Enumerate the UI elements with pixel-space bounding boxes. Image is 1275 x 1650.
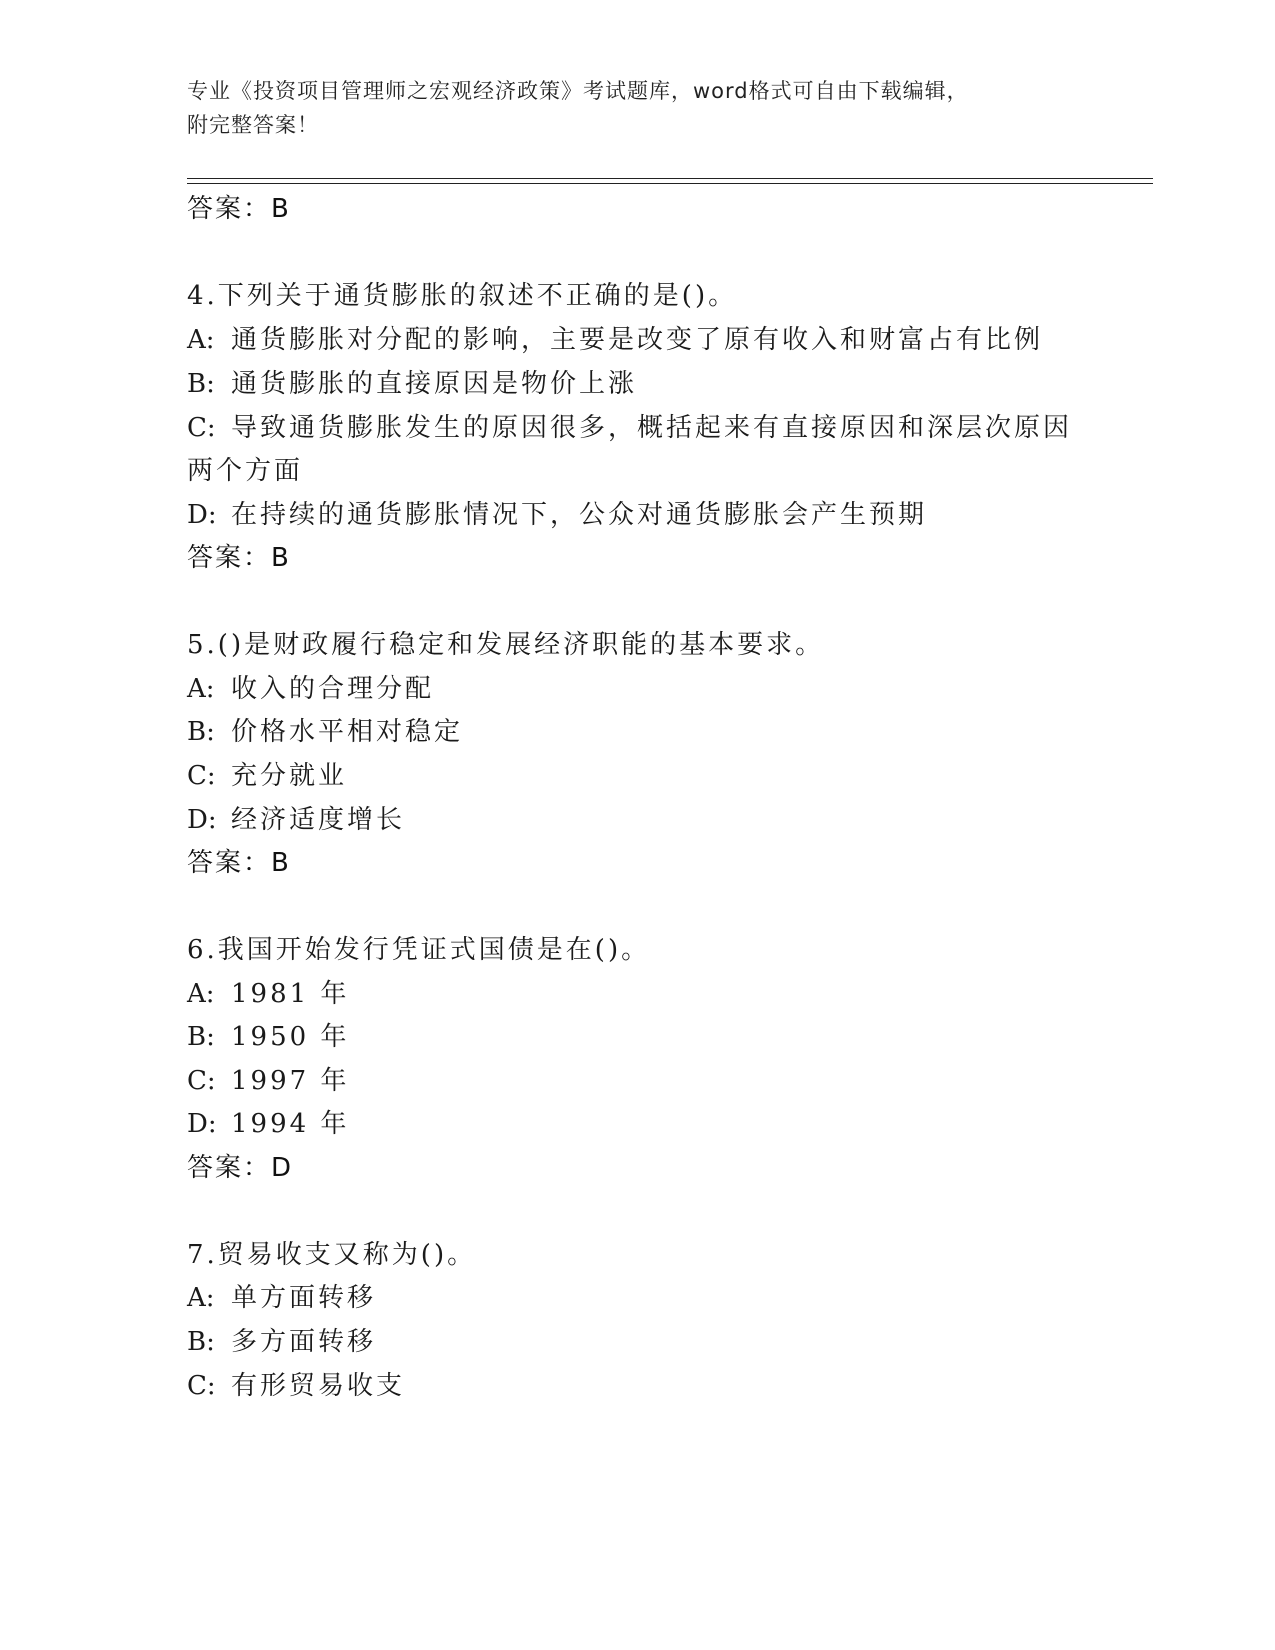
option-letter: C: [187,1066,216,1096]
question-7-option-b [187,1325,376,1359]
question-5-answer: 答案：B [187,848,291,878]
option-letter: B: [187,717,215,747]
question-7-option-a [187,1281,376,1315]
question-4-stem: 4.下列关于通货膨胀的叙述不正确的是()。 [187,281,738,311]
question-6-stem: 6.我国开始发行凭证式国债是在()。 [187,935,651,965]
option-letter: C: [187,761,216,791]
question-7-stem: 7.贸易收支又称为()。 [187,1240,477,1270]
option-text: 价格水平相对稳定 [231,717,464,747]
option-letter: A: [187,1283,215,1313]
question-4-option-c [187,411,1072,445]
question-5-option-c [187,759,347,793]
question-4-option-c-continuation: 两个方面 [187,456,304,486]
option-letter: B: [187,1022,215,1052]
question-5-option-a [187,672,434,706]
question-4-option-b [187,367,637,401]
option-letter: B: [187,1327,215,1357]
question-7-option-c [187,1369,405,1403]
document-header [187,74,1087,142]
option-text: 1950 年 [231,1022,350,1052]
option-letter: D: [187,500,217,530]
option-letter: C: [187,413,216,443]
option-text: 通货膨胀的直接原因是物价上涨 [231,369,638,399]
header-divider-bottom [187,183,1153,184]
option-letter: A: [187,674,215,704]
option-text: 通货膨胀对分配的影响，主要是改变了原有收入和财富占有比例 [231,325,1044,355]
question-5-stem: 5.()是财政履行稳定和发展经济职能的基本要求。 [187,630,825,660]
option-text: 在持续的通货膨胀情况下，公众对通货膨胀会产生预期 [231,500,928,530]
question-5-option-d [187,803,405,837]
option-letter: B: [187,369,215,399]
question-4-option-d [187,498,927,532]
option-text: 多方面转移 [231,1327,377,1357]
option-letter: A: [187,979,215,1009]
option-text: 单方面转移 [231,1283,377,1313]
option-text: 导致通货膨胀发生的原因很多，概括起来有直接原因和深层次原因 [231,413,1073,443]
option-text: 充分就业 [231,761,348,791]
option-text: 1997 年 [231,1066,350,1096]
question-4-answer: 答案：B [187,543,291,573]
header-divider-top [187,178,1153,179]
header-line-1: 专业《投资项目管理师之宏观经济政策》考试题库，word格式可自由下载编辑， [187,79,969,103]
option-text: 收入的合理分配 [231,674,435,704]
option-letter: D: [187,805,217,835]
option-letter: A: [187,325,215,355]
question-6-option-a [187,977,349,1011]
option-letter: C: [187,1371,216,1401]
option-text: 有形贸易收支 [231,1371,406,1401]
question-6-option-d [187,1107,349,1141]
question-6-option-b [187,1020,349,1054]
option-letter: D: [187,1109,217,1139]
option-text: 1994 年 [231,1109,350,1139]
option-text: 1981 年 [231,979,350,1009]
option-text: 经济适度增长 [231,805,406,835]
question-6-answer: 答案：D [187,1153,294,1183]
question-4-option-a [187,323,1043,357]
question-5-option-b [187,715,463,749]
question-6-option-c [187,1064,349,1098]
answer-previous: 答案：B [187,194,291,224]
header-line-2: 附完整答案！ [187,113,319,137]
